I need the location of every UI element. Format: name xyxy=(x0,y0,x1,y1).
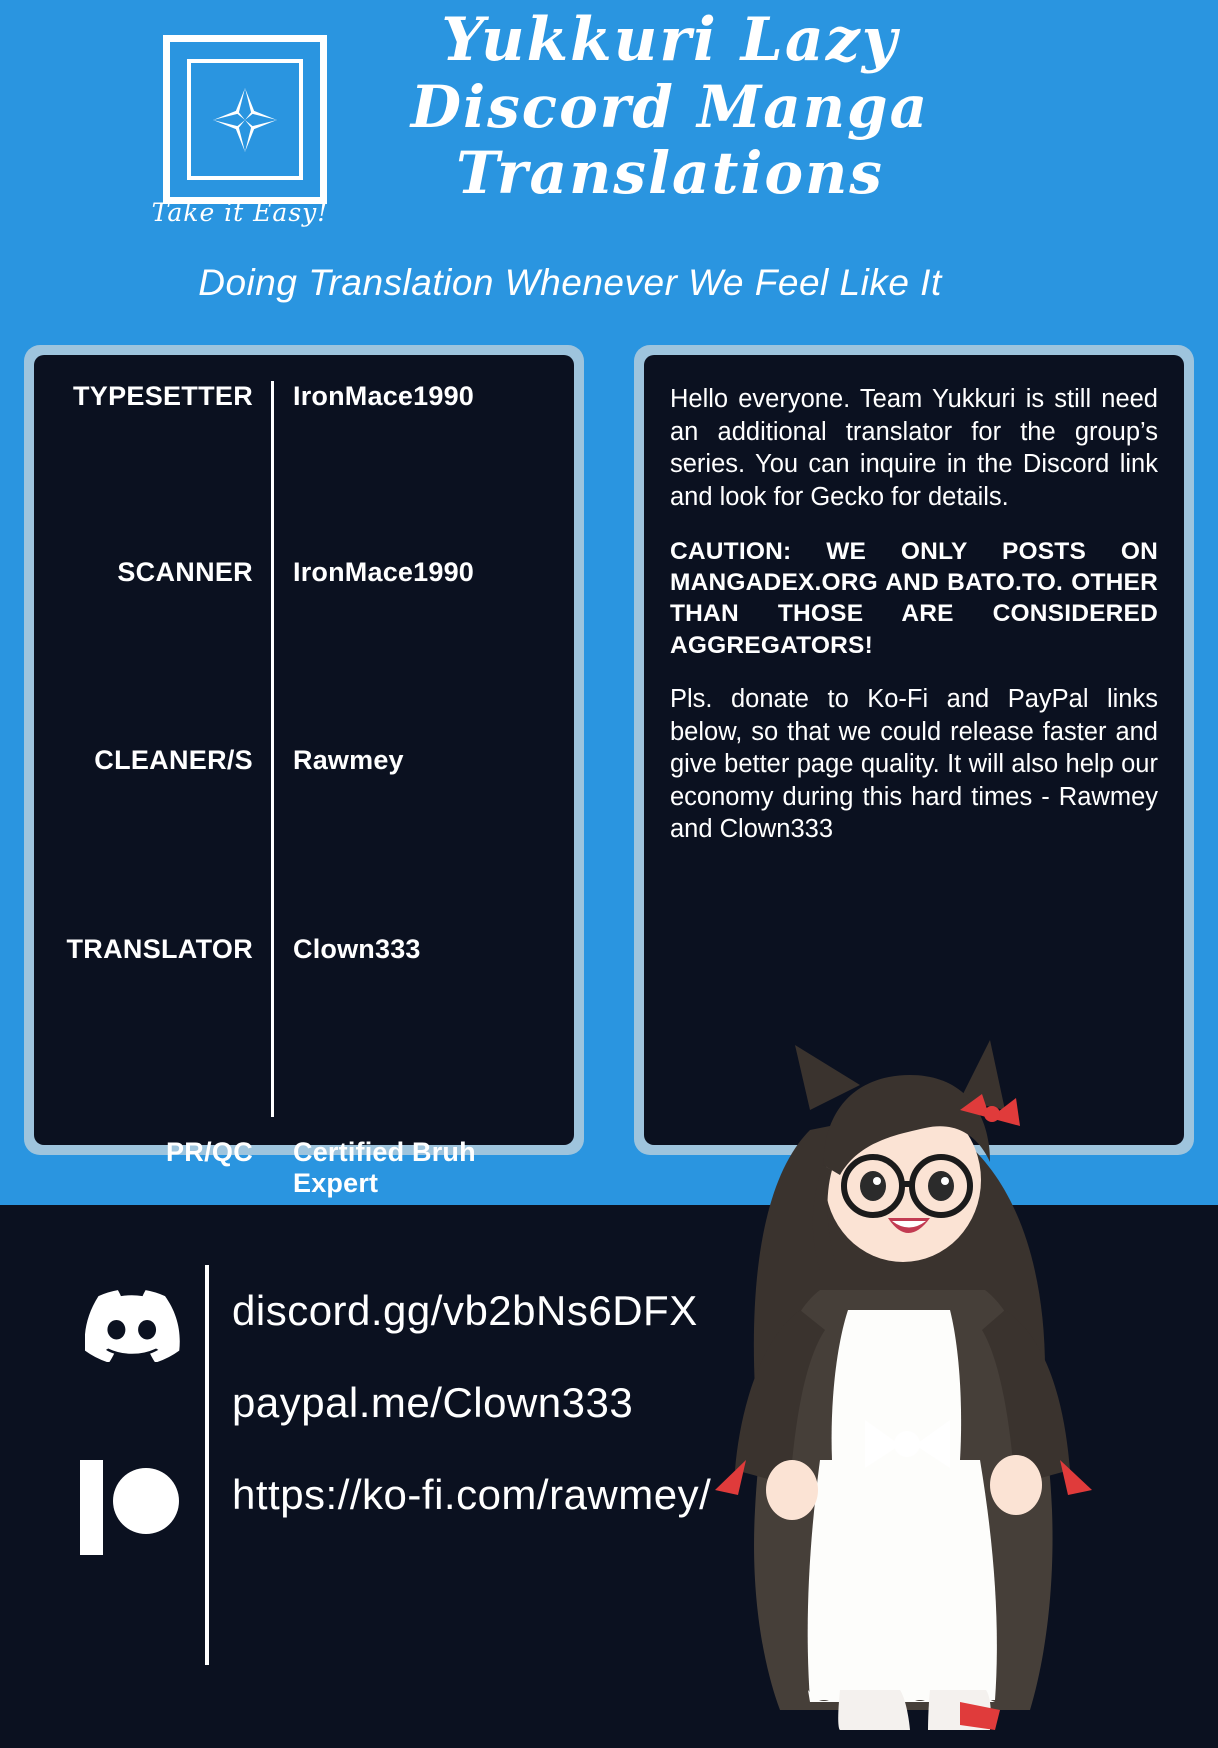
patreon-bar xyxy=(80,1460,103,1555)
credit-name: IronMace1990 xyxy=(293,381,474,411)
credit-name: Clown333 xyxy=(293,934,421,964)
table-row xyxy=(56,557,552,588)
logo-tagline: Take it Easy! xyxy=(151,198,329,227)
notes-panel-inner xyxy=(644,355,1184,1145)
page-title xyxy=(350,5,990,207)
link-discord[interactable]: discord.gg/vb2bNs6DFX xyxy=(232,1287,698,1334)
row-spacer xyxy=(56,965,552,1137)
page-footer xyxy=(0,1205,1218,1748)
page-header xyxy=(0,0,1218,340)
credit-name: Certified Bruh Expert xyxy=(293,1137,476,1198)
table-row xyxy=(56,934,552,965)
star-emblem-icon xyxy=(207,82,283,158)
row-spacer xyxy=(56,588,552,745)
table-row xyxy=(56,381,552,412)
link-paypal[interactable]: paypal.me/Clown333 xyxy=(232,1379,634,1426)
notes-caution: CAUTION: WE ONLY POSTS ON MANGADEX.ORG AND BATO.TO. OTHER THAN THOSE ARE CONSIDERED AGGREGATORS! xyxy=(670,537,1158,659)
notes-panel xyxy=(634,345,1194,1155)
footer-vertical-divider xyxy=(205,1265,209,1665)
title-line-1: Yukkuri Lazy xyxy=(441,5,899,75)
link-kofi[interactable]: https://ko-fi.com/rawmey/ xyxy=(232,1471,712,1518)
title-line-2: Discord Manga xyxy=(410,73,930,141)
group-logo xyxy=(163,35,327,204)
credits-panel xyxy=(24,345,584,1198)
credit-role: TYPESETTER xyxy=(72,381,253,411)
patreon-dot xyxy=(113,1468,179,1534)
credit-role: CLEANER/S xyxy=(94,745,253,775)
credit-name: IronMace1990 xyxy=(293,557,474,587)
table-row xyxy=(56,745,552,776)
panels-container xyxy=(0,345,1218,1205)
page-subtitle: Doing Translation Whenever We Feel Like It xyxy=(198,262,942,303)
credit-role: SCANNER xyxy=(117,557,253,587)
footer-links xyxy=(232,1287,932,1563)
title-line-3: Translations xyxy=(456,139,884,207)
credit-name: Rawmey xyxy=(293,745,404,775)
table-row xyxy=(56,1137,552,1199)
row-spacer xyxy=(56,776,552,934)
patreon-icon xyxy=(80,1460,180,1555)
notes-paragraph-1: Hello everyone. Team Yukkuri is still need an additional translator for the group’s series. You can inquire in the Discord link and look for Gecko for details. xyxy=(670,385,1158,511)
credit-role: PR/QC xyxy=(165,1137,253,1167)
credits-vertical-divider xyxy=(271,381,274,1117)
credits-table xyxy=(34,355,574,1198)
notes-body xyxy=(644,355,1184,888)
credit-role: TRANSLATOR xyxy=(66,934,253,964)
row-spacer xyxy=(56,412,552,557)
credits-panel-inner xyxy=(34,355,574,1198)
discord-icon xyxy=(85,1290,180,1362)
notes-paragraph-2: Pls. donate to Ko-Fi and PayPal links below, so that we could release faster and give better page quality. It will also help our economy during this hard times - Rawmey and Clown333 xyxy=(670,684,1158,844)
